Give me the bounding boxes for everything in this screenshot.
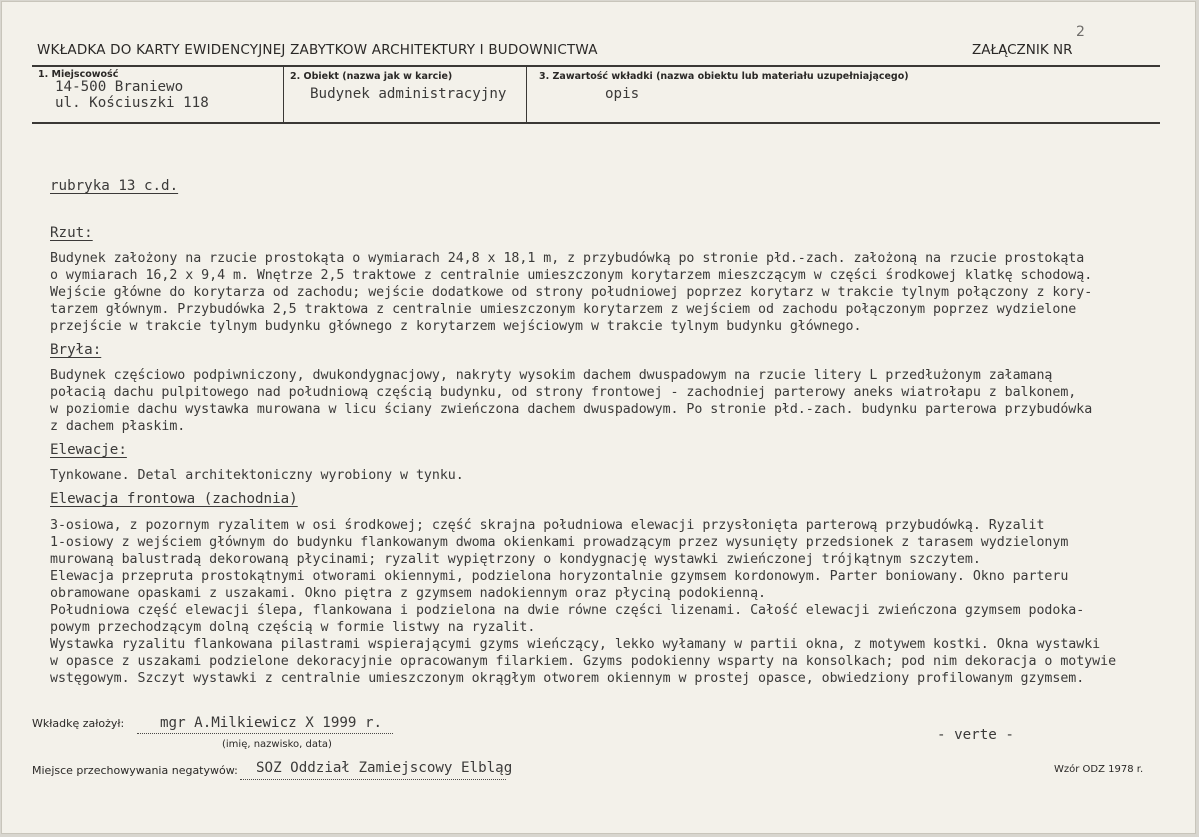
rzut-line: tarzem głównym. Przybudówka 2,5 traktowa z centralnie umieszczonym korytarzem z wejściem od zachodu połączonym poprzez wydzielone bbox=[50, 302, 1077, 317]
negatives-location-label: Miejsce przechowywania negatywów: bbox=[32, 764, 238, 777]
field-divider-1 bbox=[283, 67, 284, 122]
section-reference: rubryka 13 c.d. bbox=[50, 178, 179, 194]
rzut-line: przejście w trakcie tylnym budynku głównego z korytarzem wejściowym w trakcie tylnym budynku głównego. bbox=[50, 319, 862, 334]
elewacja-frontowa-heading: Elewacja frontowa (zachodnia) bbox=[50, 491, 298, 507]
rzut-heading: Rzut: bbox=[50, 225, 93, 241]
annex-label: ZAŁĄCZNIK NR bbox=[972, 42, 1073, 58]
rzut-line: Wejście główne do korytarza od zachodu; wejście dodatkowe od strony południowej poprzez korytarz w trakcie tylnym połączony z kory- bbox=[50, 285, 1093, 300]
inventory-card-insert bbox=[2, 2, 1195, 833]
header-rule bbox=[32, 65, 1160, 67]
bryla-line: Budynek częściowo podpiwniczony, dwukondygnacjowy, nakryty wysokim dachem dwuspadowym na rzucie litery L przedłużonym załamaną bbox=[50, 368, 1053, 383]
page-number: 2 bbox=[1076, 24, 1085, 40]
location-line-2: ul. Kościuszki 118 bbox=[55, 95, 209, 111]
location-label: 1. Miejscowość bbox=[38, 69, 119, 80]
bryla-line: w poziomie dachu wystawka murowana w licu ściany zwieńczona dachem dwuspadowym. Po stronie płd.-zach. budynku parterowa przybudówka bbox=[50, 402, 1093, 417]
form-model-note: Wzór ODZ 1978 r. bbox=[1054, 764, 1144, 775]
elewacja-frontowa-line: obramowane opaskami z uszakami. Okno piętra z gzymsem nadokiennym oraz płyciną podokienną. bbox=[50, 586, 766, 601]
elewacja-frontowa-line: powym przechodzącym dolną częścią w formie listwy na ryzalit. bbox=[50, 620, 536, 635]
location-line-1: 14-500 Braniewo bbox=[55, 79, 184, 95]
elewacje-heading: Elewacje: bbox=[50, 442, 127, 458]
negatives-dotted-line bbox=[240, 779, 506, 780]
rzut-line: o wymiarach 16,2 x 9,4 m. Wnętrze 2,5 traktowe z centralnie umieszczonym korytarzem mieszczącym w części środkowej klatkę schodową. bbox=[50, 268, 1093, 283]
bryla-heading: Bryła: bbox=[50, 342, 102, 358]
bryla-line: z dachem płaskim. bbox=[50, 419, 186, 434]
object-label: 2. Obiekt (nazwa jak w karcie) bbox=[290, 71, 453, 82]
compiled-by-label: Wkładkę założył: bbox=[32, 717, 125, 730]
elewacja-frontowa-line: 1-osiowy z wejściem głównym do budynku flankowanym dwoma okienkami prowadzącym przez wysunięty przedsionek z tarasem wydzielonym bbox=[50, 535, 1069, 550]
elewacja-frontowa-line: Elewacja przepruta prostokątnymi otworami okiennymi, podzielona horyzontalnie gzymsem kordonowym. Parter boniowany. Okno parteru bbox=[50, 569, 1069, 584]
bryla-line: połacią dachu pulpitowego nad południową częścią budynku, od strony frontowej - zachodniej parterowy aneks wiatrołapu z balkonem, bbox=[50, 385, 1077, 400]
contents-value: opis bbox=[605, 86, 640, 102]
compiled-by-value: mgr A.Milkiewicz X 1999 r. bbox=[160, 715, 383, 731]
elewacja-frontowa-line: w opasce z uszakami podzielone dekoracyjnie opracowanym filarkiem. Gzyms podokienny wsparty na konsolkach; pod nim dekoracja o motywie bbox=[50, 654, 1117, 669]
fields-bottom-rule bbox=[32, 122, 1160, 124]
negatives-location-value: SOZ Oddział Zamiejscowy Elbląg bbox=[256, 760, 513, 776]
field-divider-2 bbox=[526, 67, 527, 122]
form-title: WKŁADKA DO KARTY EWIDENCYJNEJ ZABYTKOW ARCHITEKTURY I BUDOWNICTWA bbox=[37, 42, 598, 58]
elewacja-frontowa-line: 3-osiowa, z pozornym ryzalitem w osi środkowej; część skrajna południowa elewacji przysłonięta parterową przybudówką. Ryzalit bbox=[50, 518, 1045, 533]
elewacje-line: Tynkowane. Detal architektoniczny wyrobiony w tynku. bbox=[50, 468, 464, 483]
elewacja-frontowa-line: Południowa część elewacji ślepa, flankowana i podzielona na dwie równe części lizenami. Całość elewacji zwieńczona gzymsem podoka- bbox=[50, 603, 1085, 618]
compiled-by-hint: (imię, nazwisko, data) bbox=[222, 739, 332, 750]
rzut-line: Budynek założony na rzucie prostokąta o wymiarach 24,8 x 18,1 m, z przybudówką po stronie płd.-zach. założoną na rzucie prostokąta bbox=[50, 251, 1085, 266]
compiled-by-dotted-line bbox=[137, 733, 393, 734]
contents-label: 3. Zawartość wkładki (nazwa obiektu lub materiału uzupełniającego) bbox=[539, 71, 909, 82]
verte-note: - verte - bbox=[937, 727, 1014, 743]
object-value: Budynek administracyjny bbox=[310, 86, 507, 102]
elewacja-frontowa-line: wstęgowym. Szczyt wystawki z centralnie umieszczonym okrągłym otworem okiennym w prostej opasce, obwiedziony profilowanym gzymsem. bbox=[50, 671, 1085, 686]
elewacja-frontowa-line: murowaną balustradą dekorowaną płycinami; ryzalit wypiętrzony o kondygnację wystawki zwieńczonej trójkątnym szczytem. bbox=[50, 552, 981, 567]
elewacja-frontowa-line: Wystawka ryzalitu flankowana pilastrami wspierającymi gzyms wieńczący, lekko wyłamany w partii okna, z motywem kostki. Okna wystawki bbox=[50, 637, 1101, 652]
